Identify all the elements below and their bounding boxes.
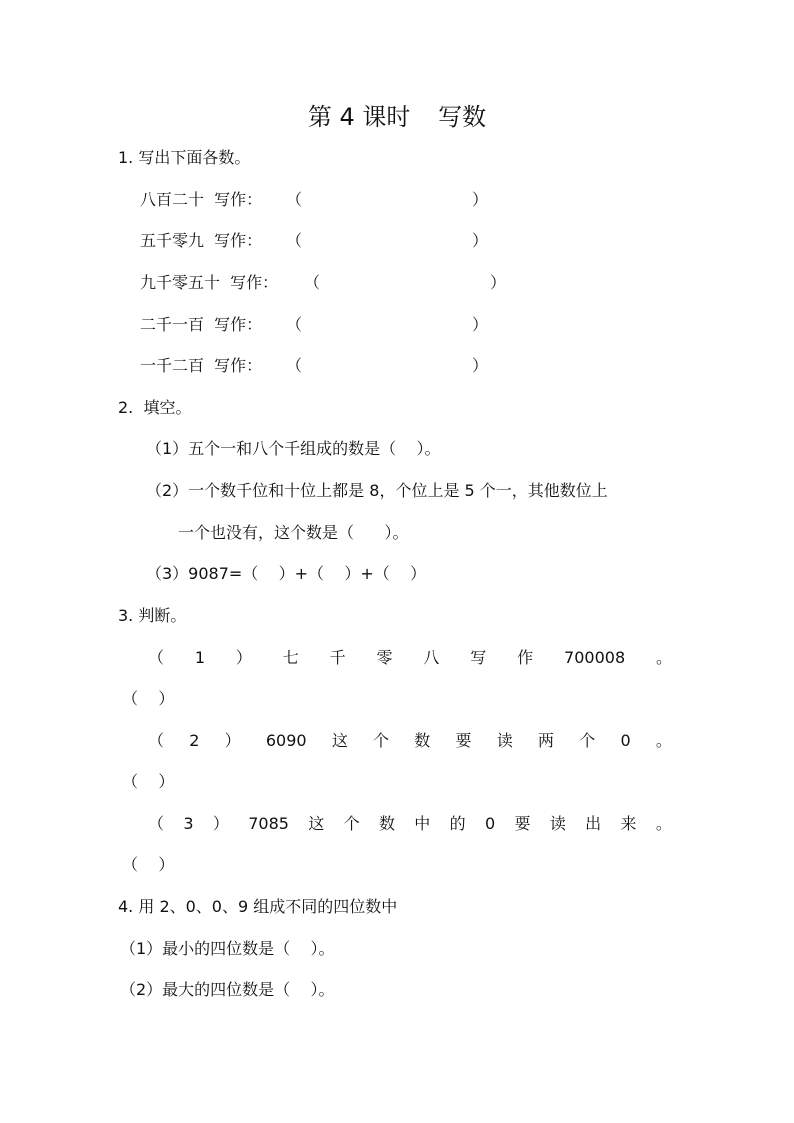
q3-item-3-token: 中 — [414, 814, 431, 833]
q3-item-1-token: 七 — [282, 648, 299, 667]
q3-item-3-token: 7085 — [248, 814, 289, 833]
q3-item-1-token: 写 — [470, 648, 487, 667]
q3-item-1-token: ） — [235, 648, 252, 667]
q3-item-1-answer: （ ） — [122, 689, 175, 708]
q3-item-1-token: 1 — [194, 648, 206, 667]
q3-item-1-token: 作 — [517, 648, 534, 667]
q3-item-2-token: 读 — [496, 731, 513, 750]
q3-item-3-token: 个 — [343, 814, 360, 833]
q3-item-2 — [148, 731, 672, 751]
q3-item-2-token: 要 — [455, 731, 472, 750]
q2-item-1: （1）五个一和八个千组成的数是（ ）。 — [146, 439, 441, 458]
q3-item-2-token: 两 — [537, 731, 554, 750]
q1-item-2-label: 五千零九 写作： — [140, 231, 263, 250]
q3-item-1-token: （ — [148, 648, 165, 667]
q2-heading: 2. 填空。 — [118, 398, 192, 417]
q1-item-3-open: （ — [304, 273, 321, 292]
q1-item-1-label: 八百二十 写作： — [140, 190, 263, 209]
q3-item-3-token: 出 — [585, 814, 602, 833]
q4-heading: 4. 用 2、0、0、9 组成不同的四位数中 — [118, 897, 398, 916]
q3-item-2-token: 这 — [331, 731, 348, 750]
q3-item-3-token: 这 — [308, 814, 325, 833]
q1-item-4-label: 二千一百 写作： — [140, 315, 263, 334]
q2-item-2-line-2: 一个也没有，这个数是（ ）。 — [178, 523, 409, 542]
q4-item-2: （2）最大的四位数是（ ）。 — [120, 980, 335, 999]
q3-item-3-token: 0 — [484, 814, 496, 833]
q3-item-2-token: （ — [148, 731, 165, 750]
q3-item-3-token: （ — [148, 814, 165, 833]
q1-item-4-close: ） — [472, 315, 489, 334]
q3-item-2-token: 个 — [579, 731, 596, 750]
q1-item-4-open: （ — [286, 315, 303, 334]
q3-item-1-token: 700008 — [564, 648, 626, 667]
q1-item-5-label: 一千二百 写作： — [140, 356, 263, 375]
q3-item-2-token: 个 — [373, 731, 390, 750]
q1-item-3-close: ） — [490, 273, 507, 292]
q3-item-1-token: 八 — [423, 648, 440, 667]
q3-item-3-token: 读 — [549, 814, 566, 833]
page-title — [0, 102, 794, 132]
q3-item-3 — [148, 814, 672, 834]
q3-item-1-token: 零 — [376, 648, 393, 667]
q3-item-3-answer: （ ） — [122, 855, 175, 874]
q3-item-2-token: 数 — [414, 731, 431, 750]
q3-item-3-token: 。 — [655, 814, 672, 833]
title-lesson: 第 4 课时 — [307, 103, 411, 131]
q2-item-2-line-1: （2）一个数千位和十位上都是 8，个位上是 5 个一，其他数位上 — [146, 481, 608, 500]
q1-item-1-open: （ — [286, 190, 303, 209]
q3-item-1-token: 。 — [655, 648, 672, 667]
q1-item-5-close: ） — [472, 356, 489, 375]
q3-item-2-token: 6090 — [265, 731, 307, 750]
q3-item-3-token: 要 — [514, 814, 531, 833]
q3-item-2-token: ） — [224, 731, 241, 750]
q3-item-3-token: ） — [212, 814, 229, 833]
q3-item-2-token: 0 — [620, 731, 631, 750]
q4-item-1: （1）最小的四位数是（ ）。 — [120, 939, 335, 958]
q3-item-2-token: 2 — [189, 731, 200, 750]
q1-item-2-open: （ — [286, 231, 303, 250]
q2-item-3: （3）9087=（ ）+（ ）+（ ） — [146, 564, 427, 583]
q3-heading: 3. 判断。 — [118, 606, 187, 625]
q1-item-5-open: （ — [286, 356, 303, 375]
q3-item-1-token: 千 — [329, 648, 346, 667]
q3-item-3-token: 数 — [378, 814, 395, 833]
q1-item-1-close: ） — [472, 190, 489, 209]
q3-item-2-answer: （ ） — [122, 772, 175, 791]
q1-item-2-close: ） — [472, 231, 489, 250]
q1-heading: 1. 写出下面各数。 — [118, 148, 251, 167]
title-topic: 写数 — [438, 103, 487, 131]
q1-item-3-label: 九千零五十 写作： — [140, 273, 279, 292]
q3-item-2-token: 。 — [655, 731, 672, 750]
q3-item-1 — [148, 648, 672, 668]
q3-item-3-token: 3 — [183, 814, 194, 833]
q3-item-3-token: 来 — [620, 814, 637, 833]
q3-item-3-token: 的 — [449, 814, 466, 833]
